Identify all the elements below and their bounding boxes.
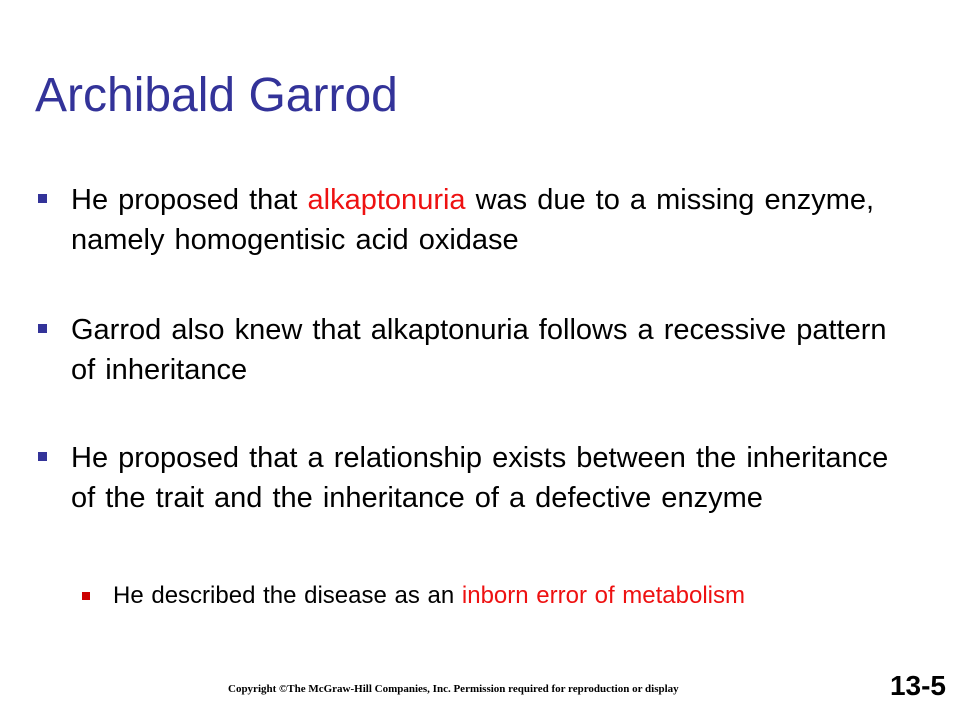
square-sub-bullet-icon (82, 592, 90, 600)
bullet-text-part: was due to a missing enzyme, namely homogentisic acid oxidase (71, 184, 875, 256)
highlighted-term: inborn error of metabolism (461, 582, 746, 609)
square-bullet-icon (38, 452, 47, 461)
bullet-item (38, 180, 918, 260)
highlighted-term: alkaptonuria (307, 184, 466, 216)
slide-title: Archibald Garrod (35, 69, 398, 122)
copyright-notice: Copyright ©The McGraw-Hill Companies, Inc. Permission required for reproduction or display (228, 683, 679, 695)
slide-number: 13-5 (889, 670, 946, 701)
square-bullet-icon (38, 324, 47, 333)
bullet-item (38, 438, 918, 518)
bullet-text-part: He proposed that (71, 184, 308, 216)
bullet-item (38, 310, 918, 390)
bullet-text: He proposed that a relationship exists between the inheritance of the trait and the inheritance of a defective enzyme (71, 442, 889, 514)
sub-bullet-text (113, 580, 952, 612)
bullet-text: Garrod also knew that alkaptonuria follows a recessive pattern of inheritance (71, 314, 887, 386)
sub-bullet-text-part: He described the disease as an (113, 582, 462, 609)
sub-bullet-item (82, 580, 952, 612)
bullet-text (71, 180, 918, 260)
square-bullet-icon (38, 194, 47, 203)
